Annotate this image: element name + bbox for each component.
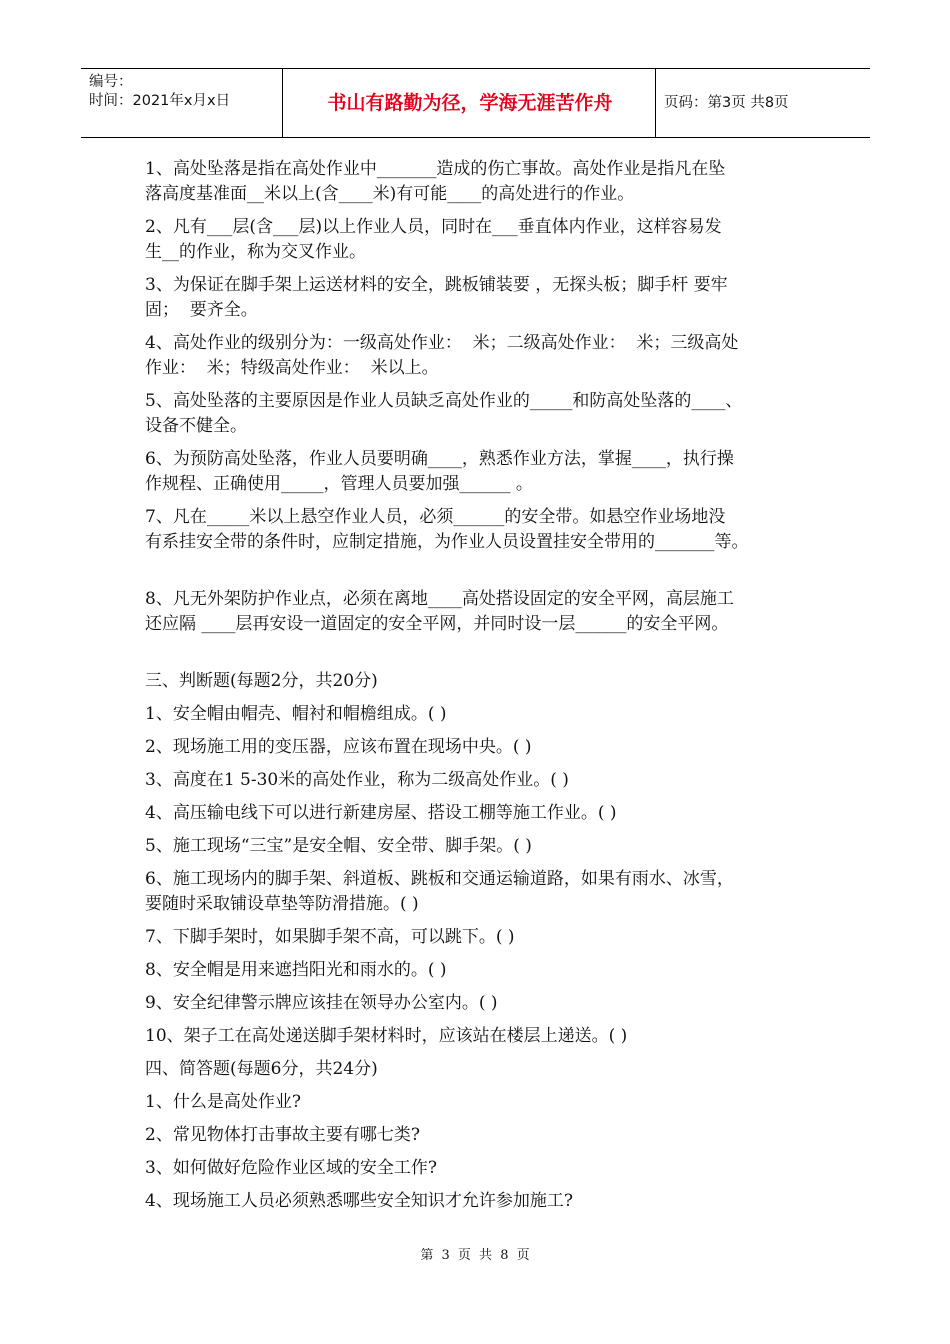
question-3 — [145, 273, 815, 323]
text-line: 作业： 米；特级高处作业： 米以上。 — [145, 358, 439, 378]
list-item: 10、架子工在高处递送脚手架材料时，应该站在楼层上递送。( ) — [145, 1026, 628, 1046]
question-5 — [145, 389, 815, 439]
section-title: 四、简答题(每题6分，共24分) — [145, 1059, 378, 1079]
question-1 — [145, 157, 815, 207]
list-item: 2、常见物体打击事故主要有哪七类? — [145, 1125, 420, 1145]
header-motto: 书山有路勤为径，学海无涯苦作舟 — [327, 92, 613, 114]
text-line: 1、高处坠落是指在高处作业中_______造成的伤亡事故。高处作业是指凡在坠 — [145, 159, 726, 179]
document-body — [145, 157, 815, 1214]
page-header — [81, 68, 870, 138]
list-item: 3、如何做好危险作业区域的安全工作? — [145, 1158, 437, 1178]
list-item: 7、下脚手架时，如果脚手架不高，可以跳下。( ) — [145, 927, 515, 947]
question-8 — [145, 587, 815, 637]
text-line: 作规程、正确使用_____，管理人员要加强______ 。 — [145, 474, 533, 494]
list-item: 1、什么是高处作业? — [145, 1092, 301, 1112]
text-line: 生__的作业，称为交叉作业。 — [145, 242, 366, 262]
text-line: 有系挂安全带的条件时，应制定措施，为作业人员设置挂安全带用的_______等。 — [145, 532, 749, 552]
section-true-false — [145, 669, 815, 1049]
section-title: 三、判断题(每题2分，共20分) — [145, 671, 378, 691]
question-4 — [145, 331, 815, 381]
list-item: 6、施工现场内的脚手架、斜道板、跳板和交通运输道路，如果有雨水、冰雪， — [145, 869, 734, 889]
header-page-label: 页码：第3页 共8页 — [664, 95, 789, 111]
text-line: 2、凡有___层(含___层)以上作业人员，同时在___垂直体内作业，这样容易发 — [145, 217, 722, 237]
list-item: 8、安全帽是用来遮挡阳光和雨水的。( ) — [145, 960, 447, 980]
list-item: 4、现场施工人员必须熟悉哪些安全知识才允许参加施工? — [145, 1191, 573, 1211]
question-6 — [145, 447, 815, 497]
list-item: 1、安全帽由帽壳、帽衬和帽檐组成。( ) — [145, 704, 447, 724]
text-line: 6、为预防高处坠落，作业人员要明确____，熟悉作业方法，掌握____，执行操 — [145, 449, 734, 469]
header-divider — [282, 69, 283, 137]
question-7 — [145, 505, 815, 555]
text-line: 7、凡在_____米以上悬空作业人员，必须______的安全带。如悬空作业场地没 — [145, 507, 726, 527]
number-label: 编号： — [89, 74, 133, 90]
text-line: 落高度基准面__米以上(含____米)有可能____的高处进行的作业。 — [145, 184, 635, 204]
list-item: 3、高度在1 5-30米的高处作业，称为二级高处作业。( ) — [145, 770, 569, 790]
text-line: 设备不健全。 — [145, 416, 247, 436]
list-item: 9、安全纪律警示牌应该挂在领导办公室内。( ) — [145, 993, 498, 1013]
text-line: 还应隔 ____层再安设一道固定的安全平网，并同时设一层______的安全平网。 — [145, 614, 729, 634]
text-line: 8、凡无外架防护作业点，必须在离地____高处搭设固定的安全平网，高层施工 — [145, 589, 734, 609]
list-item: 要随时采取铺设草垫等防滑措施。( ) — [145, 894, 419, 914]
list-item: 2、现场施工用的变压器，应该布置在现场中央。( ) — [145, 737, 532, 757]
time-label: 时间：2021年x月x日 — [89, 93, 231, 109]
text-line: 5、高处坠落的主要原因是作业人员缺乏高处作业的_____和防高处坠落的____、 — [145, 391, 743, 411]
section-short-answer — [145, 1057, 815, 1214]
text-line: 固； 要齐全。 — [145, 300, 258, 320]
list-item: 5、施工现场“三宝”是安全帽、安全带、脚手架。( ) — [145, 836, 532, 856]
list-item: 4、高压输电线下可以进行新建房屋、搭设工棚等施工作业。( ) — [145, 803, 617, 823]
header-info — [89, 73, 289, 111]
header-divider — [655, 69, 656, 137]
text-line: 4、高处作业的级别分为：一级高处作业： 米；二级高处作业： 米；三级高处 — [145, 333, 739, 353]
page-footer: 第 3 页 共 8 页 — [420, 1248, 530, 1263]
text-line: 3、为保证在脚手架上运送材料的安全，跳板铺装要 ，无探头板；脚手杆 要牢 — [145, 275, 728, 295]
question-2 — [145, 215, 815, 265]
